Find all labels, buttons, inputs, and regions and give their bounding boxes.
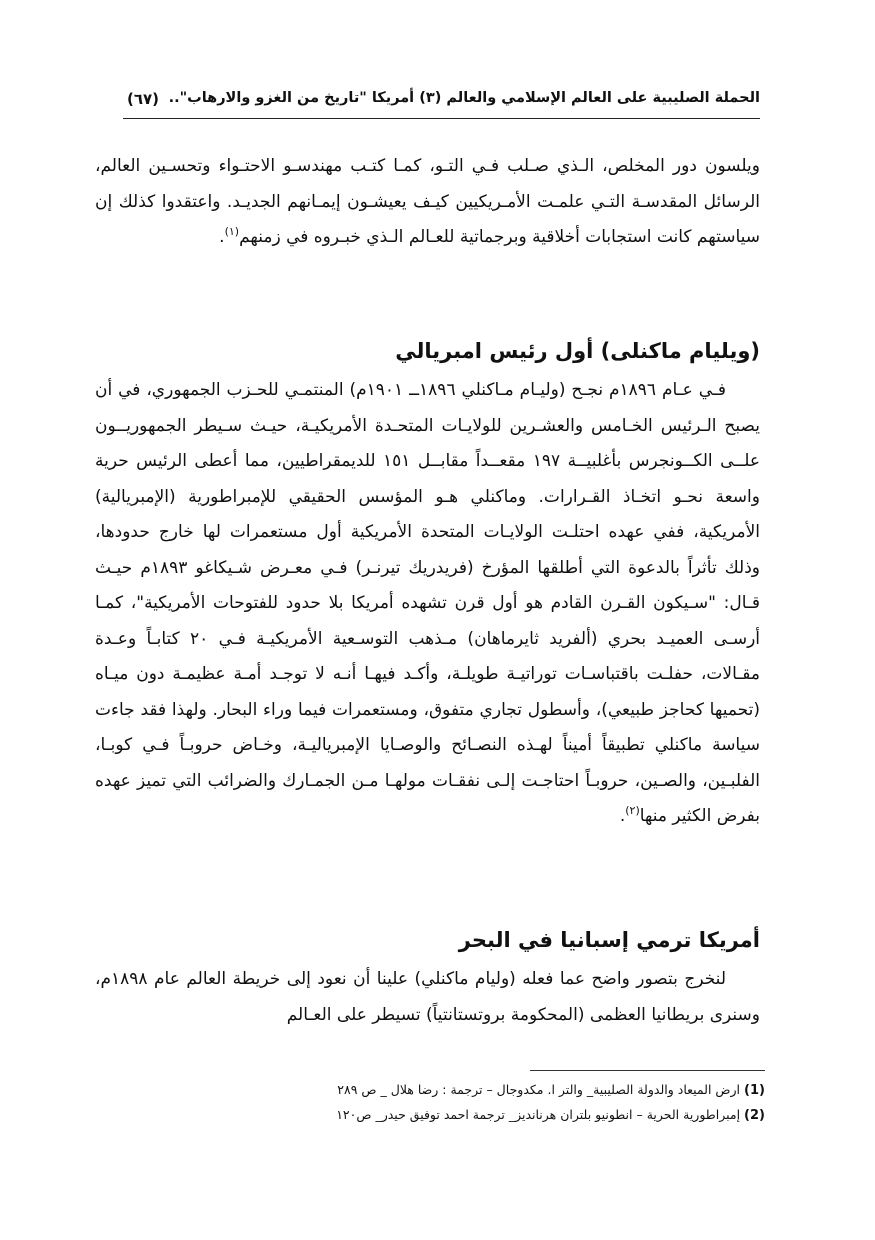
page-number: (٦٧)	[127, 90, 160, 108]
paragraph-mckinley-end: .	[619, 806, 626, 826]
heading-spain: أمريكا ترمي إسبانيا في البحر	[458, 928, 760, 952]
footnote-text: إمبراطورية الحرية – انطونيو بلتران هرنانديز_ ترجمة احمد توفيق حيدر_ ص١٢٠	[336, 1107, 741, 1122]
paragraph-intro-text: ويلسون دور المخلص، الـذي صـلب فـي التـو، كمـا كتـب مهندسـو الاحتـواء وتحسـين العالم، الرسائل المقدسـة التـي علمـت الأمـريكيين كيـف يعيشـون إيمـانهم الجديـد. واعتقدوا كذلك إن سياستهم كانت استجابات أخلاقية وبرجماتية للعـالم الـذي خبـروه في زمنهم	[95, 156, 760, 247]
header-title: الحملة الصليبية على العالم الإسلامي والعالم (٣) أمريكا "تاريخ من الغزو والارهاب"..	[168, 90, 760, 106]
section-intro	[95, 149, 760, 256]
footnote-number: (1)	[744, 1083, 765, 1098]
section-mckinley	[95, 373, 760, 835]
footnote-ref-2[interactable]: (٢)	[625, 804, 640, 817]
paragraph-mckinley	[95, 373, 760, 835]
footnote-1	[205, 1078, 765, 1103]
footnote-divider	[530, 1070, 765, 1071]
paragraph-intro-end: .	[219, 227, 225, 247]
footnote-number: (2)	[744, 1108, 765, 1123]
section-spain	[95, 962, 760, 1033]
running-header	[123, 88, 760, 119]
heading-mckinley: (ويليام ماكنلى) أول رئيس امبريالي	[395, 339, 760, 363]
footnote-text: ارض الميعاد والدولة الصليبية_ والتر ا. مكدوجال – ترجمة : رضا هلال _ ص ٢٨٩	[337, 1082, 741, 1097]
paragraph-spain: لنخرج بتصور واضح عما فعله (وليام ماكنلي) علينا أن نعود إلى خريطة العالم عام ١٨٩٨م، وسنرى بريطانيا العظمى (المحكومة بروتستانتياً) تسيطر على العـالم	[95, 969, 760, 1025]
footnote-ref-1[interactable]: (١)	[224, 225, 240, 238]
footnote-2	[205, 1103, 765, 1128]
paragraph-mckinley-text: فـي عـام ١٨٩٦م نجـح (وليـام مـاكنلي ١٨٩٦ــ ١٩٠١م) المنتمـي للحـزب الجمهوري، في أن يصبح الـرئيس الخـامس والعشـرين للولايـات المتحـدة الأمريكيـة، حيـث سـيطر الجمهوريــون علــى الكــونجرس بأغلبيــة ١٩٧ مقعــداً مقابــل ١٥١ للديمقراطيين، مما أعطى الرئيس حرية واسعة نحـو اتخـاذ القـرارات. وماكنلي هـو المؤسس الحقيقي للإمبراطورية (الإمبريالية) الأمريكية، ففي عهده احتلـت الولايـات المتحدة الأمريكية أول مستعمرات لها خارج حدودها، وذلك تأثراً بالدعوة التي أطلقها المؤرخ (فريدريك تيرنـر) فـي معـرض شـيكاغو ١٨٩٣م حيـث قـال: "سـيكون القـرن القادم هو أول قرن تشهده أمريكا بلا حدود للفتوحات الأمريكية"، كمـا أرسـى العميـد بحري (ألفريد ثايرماهان) مـذهب التوسـعية الأمريكيـة فـي ٢٠ كتابـاً وعـدة مقـالات، حفلـت باقتباسـات توراتيـة طويلـة، وأكـد فيهـا أنـه لا توجـد أمـة عظيمـة دون ميـاه (تحميها كحاجز طبيعي)، وأسطول تجاري متفوق، ومستعمرات فيما وراء البحار. ولهذا فقد جاءت سياسة ماكنلي تطبيقاً أميناً لهـذه النصـائح والوصـايا الإمبرياليـة، وخـاض حروبـاً فـي كوبـا، الفلبـين، والصـين، حروبـاً احتاجـت إلـى نفقـات مولهـا مـن الجمـارك والضرائب التي تميز عهده بفرض الكثير منها	[95, 380, 761, 826]
footnotes	[205, 1078, 765, 1128]
paragraph-intro	[95, 149, 760, 256]
